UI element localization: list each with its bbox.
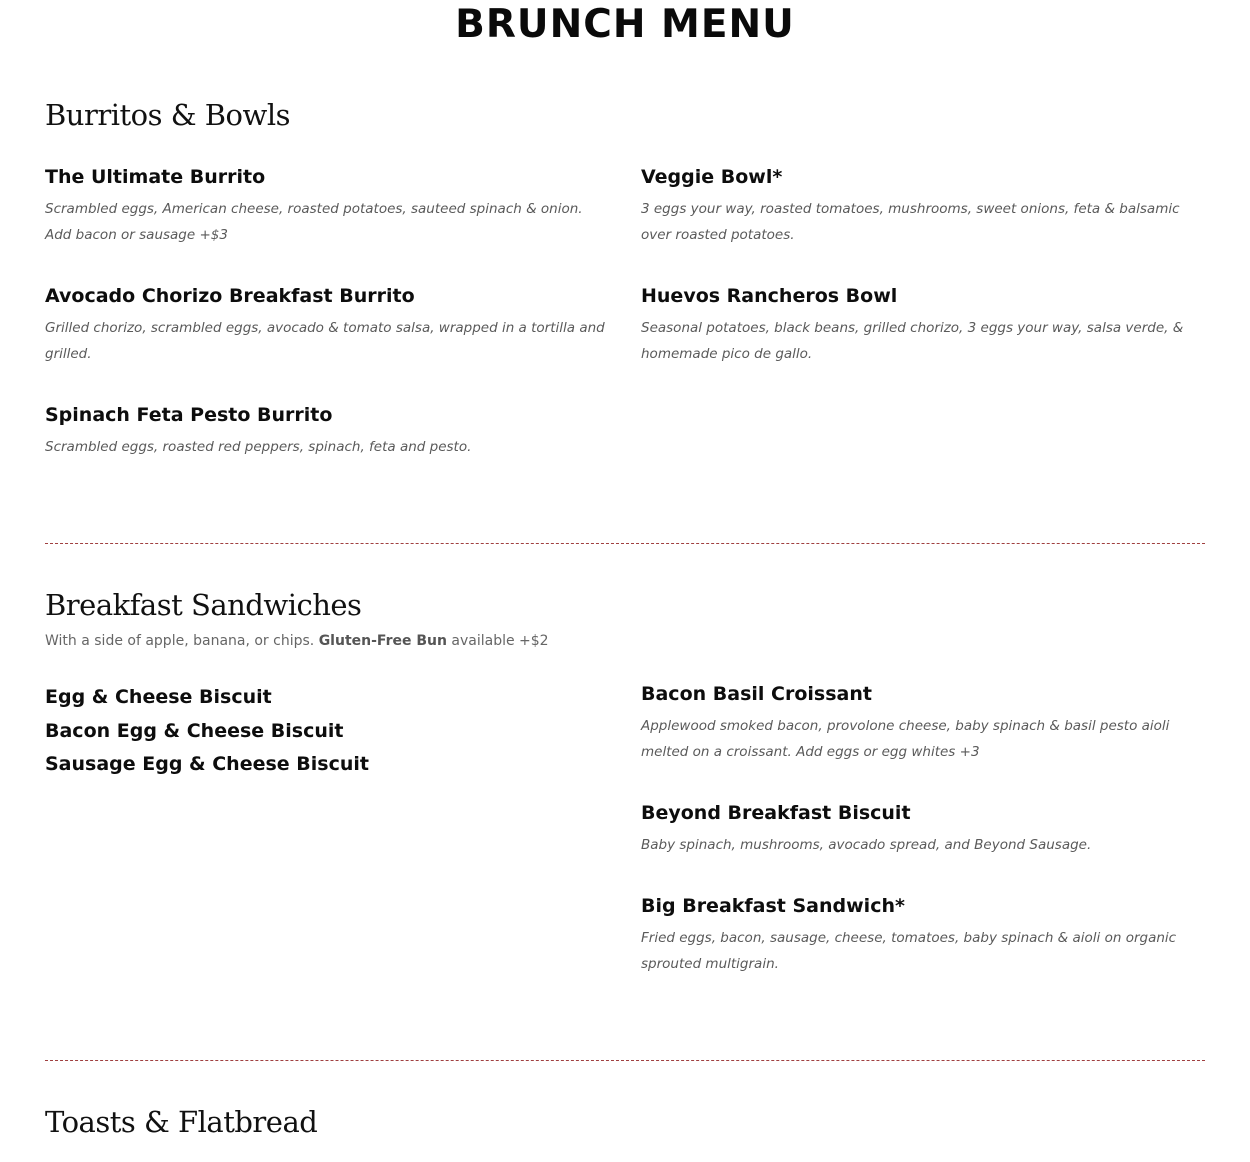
biscuit-list	[45, 681, 605, 782]
menu-item	[641, 894, 1206, 977]
menu-item-name: Veggie Bowl*	[641, 166, 783, 188]
menu-item-name: Beyond Breakfast Biscuit	[641, 802, 911, 824]
gluten-free-label: Gluten-Free Bun	[318, 633, 447, 649]
section-note	[45, 633, 549, 649]
list-item: Egg & Cheese Biscuit	[45, 686, 272, 708]
menu-item-name: The Ultimate Burrito	[45, 166, 266, 188]
menu-item	[641, 284, 1206, 367]
menu-item-description: Baby spinach, mushrooms, avocado spread, and Beyond Sausage.	[641, 837, 1092, 853]
menu-item-name: Huevos Rancheros Bowl	[641, 285, 898, 307]
list-item: Bacon Egg & Cheese Biscuit	[45, 719, 344, 742]
menu-item	[45, 284, 610, 367]
section-divider	[45, 543, 1205, 544]
menu-item	[641, 801, 1206, 858]
menu-item-description: 3 eggs your way, roasted tomatoes, mushrooms, sweet onions, feta & balsamic over roasted potatoes.	[641, 201, 1180, 243]
menu-item-description: Seasonal potatoes, black beans, grilled chorizo, 3 eggs your way, salsa verde, & homemade pico de gallo.	[641, 320, 1184, 362]
menu-item	[641, 165, 1206, 248]
menu-item	[45, 165, 610, 248]
menu-item-name: Spinach Feta Pesto Burrito	[45, 404, 333, 426]
section-note-price: available +$2	[446, 633, 549, 649]
menu-item-name: Big Breakfast Sandwich*	[641, 895, 905, 917]
section-heading-breakfast-sandwiches: Breakfast Sandwiches	[45, 588, 362, 622]
menu-item-description: Scrambled eggs, American cheese, roasted potatoes, sauteed spinach & onion. Add bacon or sausage +$3	[45, 201, 583, 243]
menu-item-description: Fried eggs, bacon, sausage, cheese, tomatoes, baby spinach & aioli on organic sprouted multigrain.	[641, 930, 1177, 972]
section-heading-toasts-flatbread: Toasts & Flatbread	[45, 1105, 318, 1139]
menu-item	[641, 682, 1206, 765]
section-note-text: With a side of apple, banana, or chips.	[45, 633, 319, 649]
menu-item-name: Bacon Basil Croissant	[641, 683, 872, 705]
list-item: Sausage Egg & Cheese Biscuit	[45, 753, 369, 775]
section-heading-burritos-bowls: Burritos & Bowls	[45, 98, 290, 132]
page-title: BRUNCH MENU	[455, 2, 795, 47]
menu-item-description: Applewood smoked bacon, provolone cheese, baby spinach & basil pesto aioli melted on a croissant. Add eggs or egg whites +3	[641, 718, 1170, 760]
menu-item-description: Scrambled eggs, roasted red peppers, spinach, feta and pesto.	[45, 439, 472, 455]
menu-item-description: Grilled chorizo, scrambled eggs, avocado & tomato salsa, wrapped in a tortilla and grilled.	[45, 320, 605, 362]
menu-item	[45, 403, 610, 460]
menu-item-name: Avocado Chorizo Breakfast Burrito	[45, 285, 415, 307]
section-divider	[45, 1060, 1205, 1061]
